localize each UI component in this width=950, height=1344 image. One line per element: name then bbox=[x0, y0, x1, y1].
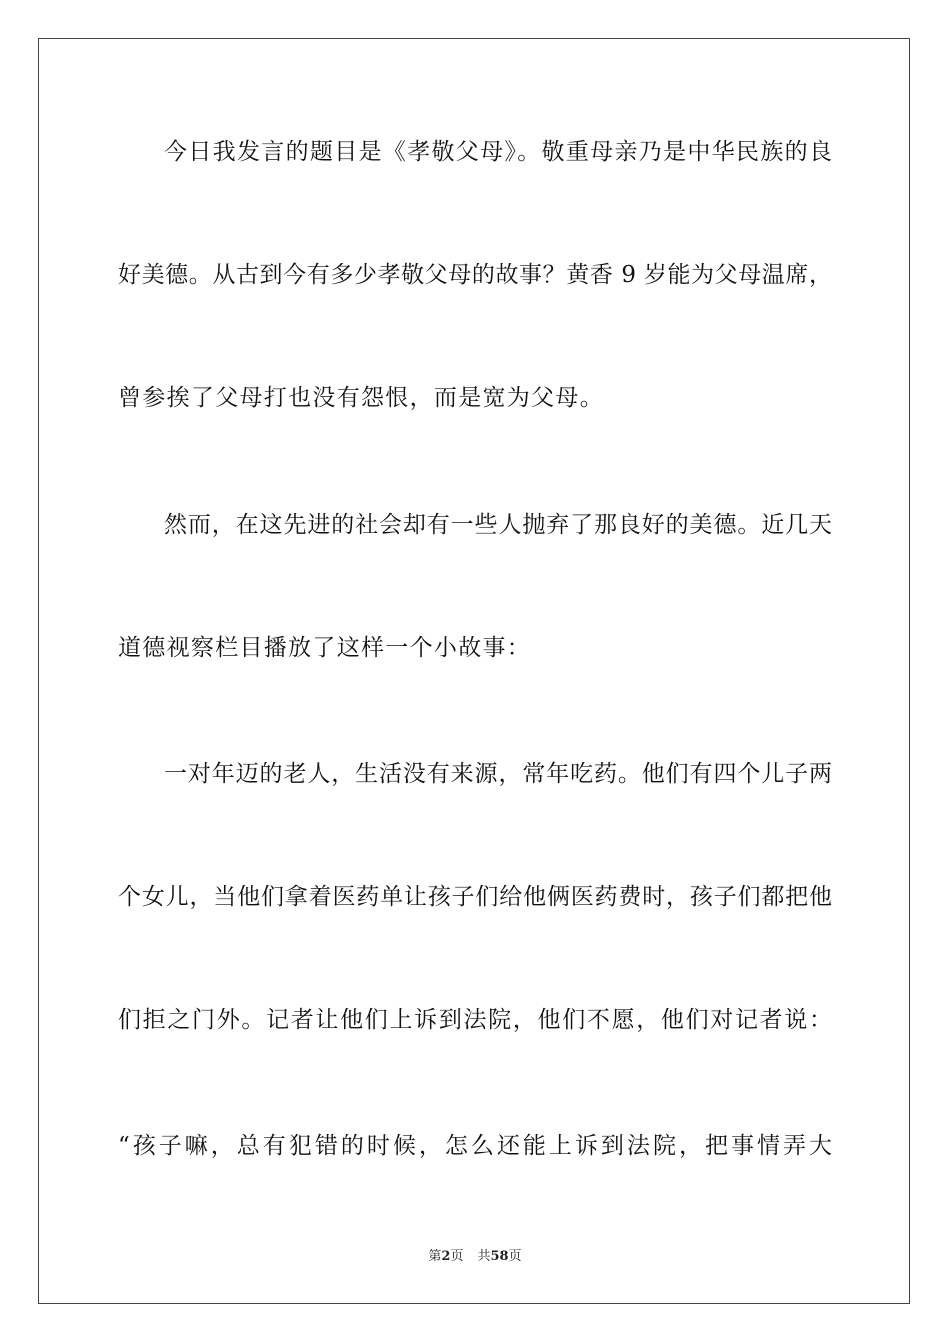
page-suffix: 页 bbox=[450, 1249, 464, 1264]
paragraph-3-line-4: “孩子嘛，总有犯错的时候，怎么还能上诉到法院，把事情弄大 bbox=[118, 1133, 832, 1159]
total-prefix: 共 bbox=[477, 1249, 491, 1264]
paragraph-2-line-1: 然而，在这先进的社会却有一些人抛弃了那良好的美德。近几天 bbox=[164, 512, 832, 538]
paragraph-3-line-1: 一对年迈的老人，生活没有来源，常年吃药。他们有四个儿子两 bbox=[164, 761, 832, 787]
paragraph-3-line-2: 个女儿，当他们拿着医药单让孩子们给他俩医药费时，孩子们都把他 bbox=[118, 884, 832, 910]
page-footer bbox=[0, 1248, 950, 1266]
page-border bbox=[38, 38, 910, 1304]
paragraph-1-line-2: 好美德。从古到今有多少孝敬父母的故事？黄香 9 岁能为父母温席， bbox=[118, 262, 832, 288]
total-pages: 58 bbox=[490, 1249, 509, 1264]
total-suffix: 页 bbox=[508, 1249, 522, 1264]
paragraph-3-line-3: 们拒之门外。记者让他们上诉到法院，他们不愿，他们对记者说： bbox=[118, 1007, 832, 1033]
page-prefix: 第 bbox=[428, 1249, 442, 1264]
paragraph-1-line-1: 今日我发言的题目是《孝敬父母》。敬重母亲乃是中华民族的良 bbox=[164, 139, 832, 165]
paragraph-2-line-2: 道德视察栏目播放了这样一个小故事： bbox=[118, 635, 532, 661]
page-number: 2 bbox=[441, 1249, 451, 1264]
paragraph-1-line-3: 曾参挨了父母打也没有怨恨，而是宽为父母。 bbox=[118, 385, 604, 411]
